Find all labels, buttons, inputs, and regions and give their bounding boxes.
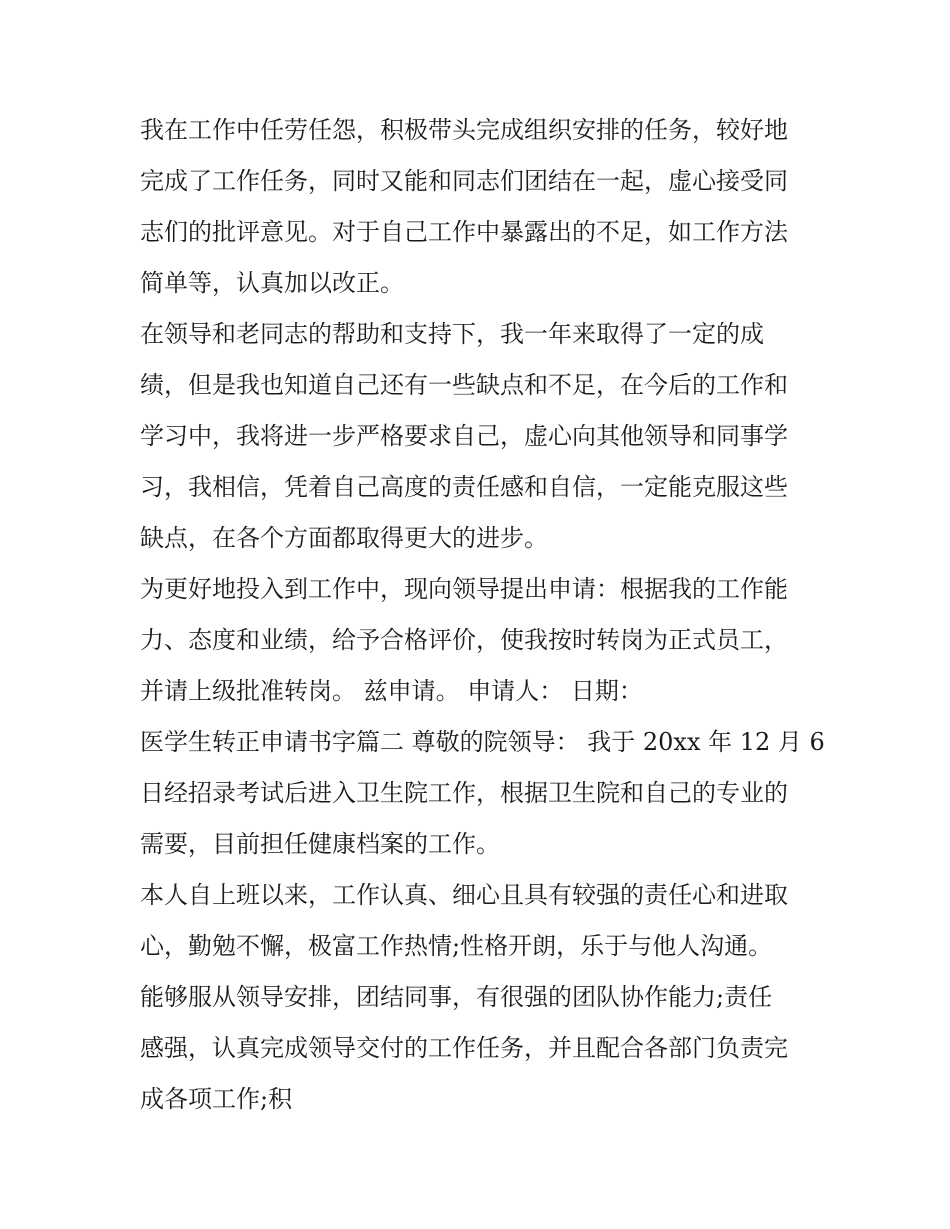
text-line: 感强，认真完成领导交付的工作任务，并且配合各部门负责完 (140, 1034, 788, 1062)
text-line: 志们的批评意见。对于自己工作中暴露出的不足，如工作方法 (140, 218, 788, 246)
paragraph-1 (140, 105, 820, 309)
text-line: 并请上级批准转岗。 兹申请。 申请人： 日期： (140, 677, 643, 705)
text-line: 心，勤勉不懈，极富工作热情;性格开朗，乐于与他人沟通。 (140, 932, 773, 960)
text-line: 习，我相信，凭着自己高度的责任感和自信，一定能克服这些 (140, 473, 788, 501)
text-line: 在领导和老同志的帮助和支持下，我一年来取得了一定的成 (140, 320, 764, 348)
text-line: 我在工作中任劳任怨，积极带头完成组织安排的任务，较好地 (140, 116, 788, 144)
text-line: 完成了工作任务，同时又能和同志们团结在一起，虚心接受同 (140, 167, 788, 195)
paragraph-3 (140, 564, 820, 717)
text-line: 力、态度和业绩，给予合格评价，使我按时转岗为正式员工， (140, 626, 788, 654)
text-line: 绩，但是我也知道自己还有一些缺点和不足，在今后的工作和 (140, 371, 788, 399)
text-line: 日经招录考试后进入卫生院工作，根据卫生院和自己的专业的 (140, 779, 788, 807)
paragraph-4 (140, 717, 825, 870)
text-line: 为更好地投入到工作中，现向领导提出申请：根据我的工作能 (140, 575, 788, 603)
text-line: 本人自上班以来，工作认真、细心且具有较强的责任心和进取 (140, 881, 788, 909)
text-line: 能够服从领导安排，团结同事，有很强的团队协作能力;责任 (140, 983, 773, 1011)
text-line: 成各项工作;积 (140, 1085, 293, 1113)
text-line: 学习中，我将进一步严格要求自己，虚心向其他领导和同事学 (140, 422, 788, 450)
text-line: 需要，目前担任健康档案的工作。 (140, 830, 500, 858)
paragraph-2 (140, 309, 820, 564)
text-line: 缺点，在各个方面都取得更大的进步。 (140, 524, 548, 552)
text-line: 医学生转正申请书字篇二 尊敬的院领导： 我于 20xx 年 12 月 6 (140, 728, 825, 756)
document-body (140, 105, 825, 1125)
text-line: 简单等，认真加以改正。 (140, 269, 404, 297)
paragraph-5 (140, 870, 820, 1125)
